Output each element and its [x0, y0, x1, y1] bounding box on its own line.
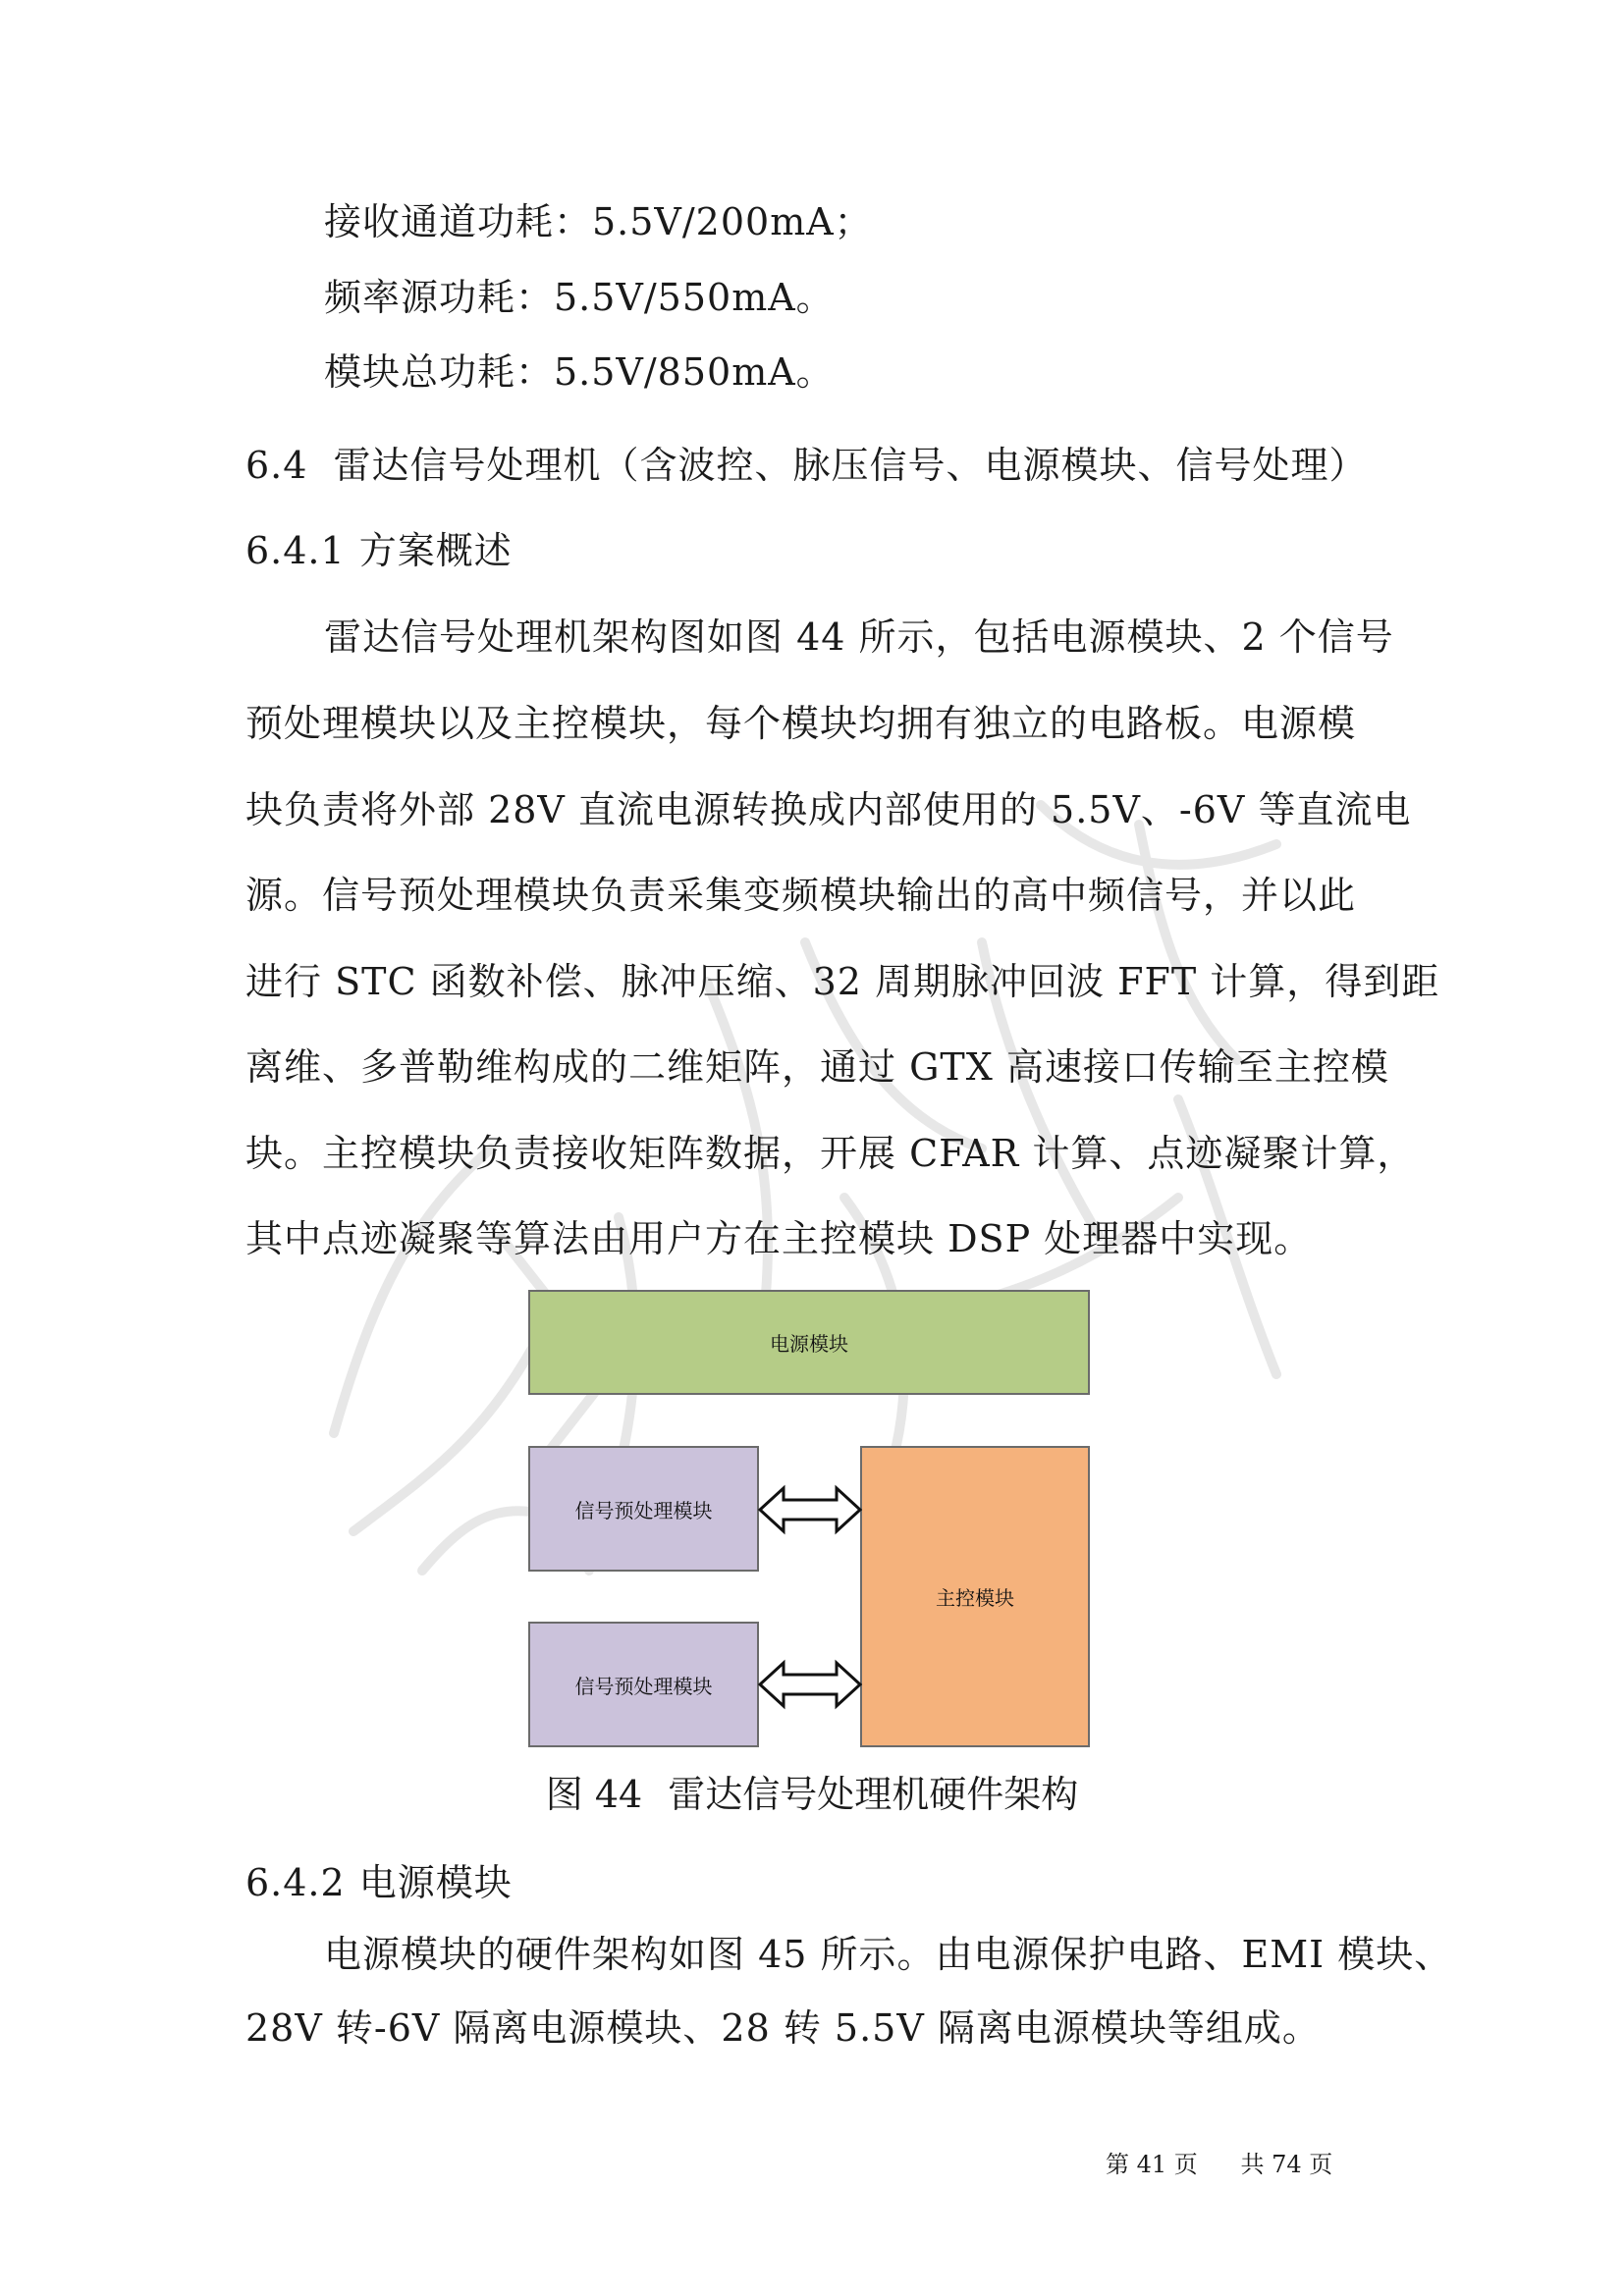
- subsection-number: 6.4.1: [245, 529, 346, 572]
- paragraph-line: 源。信号预处理模块负责采集变频模块输出的高中频信号，并以此: [245, 874, 1357, 917]
- intro-line-freq-source-power: 频率源功耗：5.5V/550mA。: [324, 276, 835, 319]
- section-number: 6.4: [245, 444, 308, 487]
- paragraph-line: 预处理模块以及主控模块，每个模块均拥有独立的电路板。电源模: [245, 702, 1357, 745]
- paragraph-line: 块。主控模块负责接收矩阵数据，开展 CFAR 计算、点迹凝聚计算，: [245, 1132, 1416, 1175]
- subsection-title: 电源模块: [358, 1861, 513, 1904]
- page-number: 第 41 页: [1106, 2151, 1198, 2178]
- preprocessing-module-label: 信号预处理模块: [574, 1498, 713, 1522]
- double-arrow-icon: [756, 1482, 864, 1537]
- section-heading: [245, 442, 1367, 489]
- paragraph-line: 其中点迹凝聚等算法由用户方在主控模块 DSP 处理器中实现。: [245, 1217, 1313, 1260]
- intro-line-total-power: 模块总功耗：5.5V/850mA。: [324, 350, 835, 394]
- intro-line-receive-power: 接收通道功耗：5.5V/200mA；: [324, 200, 873, 243]
- preprocessing-module-label: 信号预处理模块: [574, 1674, 713, 1698]
- figure-title: 雷达信号处理机硬件架构: [668, 1773, 1079, 1816]
- double-arrow-icon: [756, 1657, 864, 1712]
- paragraph-line: 雷达信号处理机架构图如图 44 所示，包括电源模块、2 个信号: [324, 615, 1394, 659]
- paragraph-line: 离维、多普勒维构成的二维矩阵，通过 GTX 高速接口传输至主控模: [245, 1045, 1389, 1089]
- power-module-label: 电源模块: [770, 1332, 848, 1356]
- total-pages: 共 74 页: [1240, 2151, 1333, 2178]
- power-module-box: [528, 1290, 1090, 1395]
- page-footer: [1106, 2150, 1342, 2179]
- paragraph-line: 28V 转-6V 隔离电源模块、28 转 5.5V 隔离电源模块等组成。: [245, 2006, 1321, 2050]
- figure-number: 图 44: [545, 1773, 643, 1816]
- paragraph-line: 块负责将外部 28V 直流电源转换成内部使用的 5.5V、-6V 等直流电: [245, 788, 1412, 831]
- main-control-module-box: [860, 1446, 1090, 1747]
- paragraph-line: 电源模块的硬件架构如图 45 所示。由电源保护电路、EMI 模块、: [324, 1933, 1453, 1976]
- subsection-heading-power: [245, 1859, 513, 1906]
- preprocessing-module-box-1: [528, 1446, 759, 1572]
- section-title: 雷达信号处理机（含波控、脉压信号、电源模块、信号处理）: [333, 444, 1368, 487]
- main-control-module-label: 主控模块: [936, 1586, 1014, 1610]
- figure-caption: [0, 1771, 1624, 1818]
- subsection-heading-overview: [245, 527, 513, 574]
- paragraph-line: 进行 STC 函数补偿、脉冲压缩、32 周期脉冲回波 FFT 计算，得到距: [245, 960, 1440, 1003]
- subsection-number: 6.4.2: [245, 1861, 346, 1904]
- preprocessing-module-box-2: [528, 1622, 759, 1747]
- subsection-title: 方案概述: [358, 529, 513, 572]
